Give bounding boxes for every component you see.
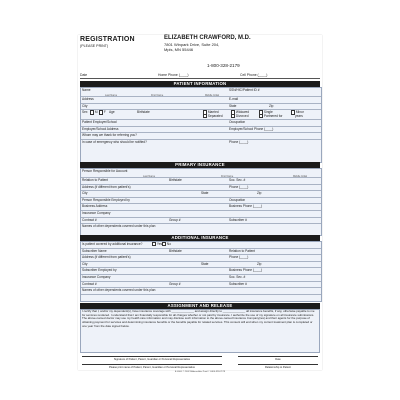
subscriber-label: Subscriber # — [229, 217, 247, 222]
relation-row[interactable] — [81, 178, 321, 185]
primary-city-label: City — [82, 191, 88, 196]
address-line-1: 7801 Winpark Drive, Suite 204, — [164, 42, 220, 47]
widowed-label: Widowed — [235, 110, 250, 115]
employer-address-row[interactable] — [81, 127, 321, 134]
add-employer-label: Subscriber Employed by — [82, 268, 117, 273]
birthdate-label: Birthdate — [137, 110, 150, 115]
add-contract-label: Contract # — [82, 281, 97, 286]
add-city-label: City — [82, 261, 88, 266]
primary-phone-label: Phone (____) — [229, 184, 249, 189]
add-relation-label: Relation to Patient — [229, 248, 256, 253]
add-subscriber-label: Subscriber Name — [82, 248, 107, 253]
city-row[interactable] — [81, 104, 321, 111]
add-zip-label: Zip — [257, 261, 262, 266]
home-phone-field[interactable]: Home Phone (____) — [158, 73, 189, 77]
add-city-row[interactable] — [81, 262, 321, 269]
employer-row[interactable] — [81, 120, 321, 127]
email-label: E-mail — [229, 97, 239, 101]
primary-employer-label: Person Responsible Employed by — [82, 197, 130, 202]
sex-m-checkbox[interactable] — [90, 110, 94, 114]
primary-ssn-label: Soc. Sec. # — [229, 178, 246, 182]
assignment-header: ASSIGNMENT AND RELEASE — [80, 303, 320, 309]
occupation-label: Occupation — [229, 120, 246, 125]
add-state-label: State — [201, 261, 209, 266]
years-label: years — [295, 113, 303, 118]
cell-phone-field[interactable]: Cell Phone (____) — [240, 73, 268, 77]
covered-no-label: No — [166, 242, 171, 247]
printed-name-line[interactable]: Please print name of Patient, Parent, Guardian or Personal Representative — [82, 364, 222, 369]
additional-insurance-section — [80, 241, 322, 302]
form-subtitle: (PLEASE PRINT) — [80, 44, 109, 48]
relation-label: Relation to Patient — [82, 178, 109, 182]
add-others-row[interactable] — [81, 288, 321, 295]
add-company-row[interactable] — [81, 275, 321, 282]
sex-label: Sex — [82, 110, 88, 115]
assignment-paragraph-1: I certify that I, and/or my dependent(s), have insurance coverage with ______________ and assign directly to ______________ all insurance benefits, if any, otherwise payable to me for services rendered. I understand that I am financially responsible for all charges whether or not paid by insurance. I authorize the use of my signature on all insurance submissions. — [82, 309, 315, 317]
insurance-company-label: Insurance Company — [82, 210, 111, 215]
covered-row[interactable] — [81, 242, 321, 249]
covered-yes-checkbox[interactable] — [152, 242, 156, 246]
add-phone-label: Phone (____) — [229, 255, 249, 260]
business-phone-label: Business Phone (____) — [229, 204, 263, 209]
add-contract-row[interactable] — [81, 282, 321, 289]
add-birthdate-label: Birthdate — [169, 248, 182, 253]
city-label: City — [82, 103, 88, 108]
separated-checkbox[interactable] — [203, 114, 207, 118]
name-label: Name — [82, 88, 91, 92]
referral-label: Whom may we thank for referring you? — [82, 133, 137, 138]
business-address-label: Business Address — [82, 204, 108, 209]
patient-info-header: PATIENT INFORMATION — [80, 81, 320, 87]
date-phone-line — [80, 73, 320, 79]
add-employer-row[interactable] — [81, 268, 321, 275]
add-others-label: Names of other dependents covered under this plan — [82, 288, 156, 293]
zip-label: Zip — [269, 103, 274, 108]
separated-label: Separated — [207, 113, 223, 118]
divorced-label: Divorced — [235, 113, 249, 118]
business-address-row[interactable] — [81, 204, 321, 211]
partnered-label: Partnered for — [263, 113, 283, 118]
contract-row[interactable] — [81, 218, 321, 225]
divorced-checkbox[interactable] — [231, 114, 235, 118]
primary-last-hint: Last Name — [143, 174, 156, 178]
primary-middle-hint: Middle Initial — [293, 174, 307, 178]
ssn-label: SSN/HIC/Patient ID # — [229, 88, 260, 92]
state-label: State — [229, 103, 237, 108]
emergency-row[interactable] — [81, 140, 321, 146]
primary-city-row[interactable] — [81, 191, 321, 198]
date-field[interactable]: Date — [80, 73, 88, 77]
registration-form — [78, 35, 322, 373]
demographics-row[interactable] — [81, 110, 321, 120]
practice-phone: 1-800-328-2179 — [207, 63, 240, 68]
married-label: Married — [207, 110, 219, 115]
add-ssn-label: Soc. Sec. # — [229, 274, 246, 279]
primary-occupation-label: Occupation — [229, 197, 246, 202]
responsible-person-label: Person Responsible for Account — [82, 169, 128, 173]
covered-label: Is patient covered by additional insurance? — [82, 242, 143, 246]
primary-insurance-section — [80, 168, 322, 236]
dependents-row[interactable] — [81, 224, 321, 230]
doctor-name: ELIZABETH CRAWFORD, M.D. — [164, 35, 251, 41]
first-name-hint: First Name — [151, 93, 164, 97]
covered-yes-label: Yes — [156, 242, 163, 247]
additional-insurance-header: ADDITIONAL INSURANCE — [80, 235, 320, 241]
dependents-label: Names of other dependents covered under this plan — [82, 224, 156, 229]
add-subscriber-num-label: Subscriber # — [229, 281, 247, 286]
emergency-phone-label: Phone (____) — [229, 139, 249, 144]
assignment-paragraph-2: The above-named doctor may use my health care information and may disclose such information to the above-named Insurance Company(ies) and their agents for the purpose of obtaining payment for services and determining insurance benefits or the benefits payable for related services. This consent will end when my current treatment plan is completed or one year from the date signed below. — [82, 316, 313, 328]
signature-date-line[interactable]: Date — [238, 356, 318, 361]
primary-zip-label: Zip — [257, 191, 262, 196]
primary-address-row[interactable] — [81, 185, 321, 192]
practice-info — [164, 35, 284, 52]
patient-info-section — [80, 87, 322, 163]
assignment-section — [80, 309, 320, 353]
minor-label: Minor — [295, 110, 304, 115]
form-title: REGISTRATION — [80, 36, 135, 43]
primary-birthdate-label: Birthdate — [169, 178, 182, 182]
group-label: Group # — [169, 217, 181, 222]
address-label: Address — [82, 97, 94, 101]
primary-insurance-header: PRIMARY INSURANCE — [80, 162, 320, 168]
responsible-person-row[interactable] — [81, 169, 321, 178]
primary-state-label: State — [201, 191, 209, 196]
add-address-row[interactable] — [81, 255, 321, 262]
employer-label: Patient Employer/School — [82, 120, 117, 125]
form-footer: E-4000 © 2002 Bibbero Arts Print® 1-800-328-2179 — [174, 371, 226, 373]
sex-m-label: M — [94, 110, 98, 115]
relationship-line[interactable]: Relationship to Patient — [238, 364, 318, 369]
covered-no-checkbox[interactable] — [162, 242, 166, 246]
address-row[interactable] — [81, 97, 321, 104]
primary-first-hint: First Name — [221, 174, 234, 178]
single-label: Single — [263, 110, 273, 115]
insurance-company-row[interactable] — [81, 211, 321, 218]
add-subscriber-row[interactable] — [81, 249, 321, 256]
sex-f-label: F — [103, 110, 106, 115]
sex-f-checkbox[interactable] — [99, 110, 103, 114]
add-address-label: Address (if different from patient's) — [82, 255, 131, 260]
primary-address-label: Address (if different from patient's) — [82, 184, 131, 189]
address-line-2: Mpls, MN 55446 — [164, 47, 194, 52]
emergency-label: In case of emergency who should be notified? — [82, 139, 147, 144]
patient-name-row[interactable] — [81, 88, 321, 97]
signature-line[interactable]: Signature of Patient, Parent, Guardian or Personal Representative — [82, 356, 222, 361]
partnered-checkbox[interactable] — [259, 114, 263, 118]
employer-address-label: Employer/School Address — [82, 126, 119, 131]
last-name-hint: Last Name — [105, 93, 118, 97]
age-label: Age — [109, 110, 115, 115]
add-group-label: Group # — [169, 281, 181, 286]
middle-initial-hint: Middle Initial — [205, 93, 219, 97]
add-business-phone-label: Business Phone (____) — [229, 268, 263, 273]
contract-label: Contract # — [82, 217, 97, 222]
add-company-label: Insurance Company — [82, 274, 111, 279]
employer-phone-label: Employer/School Phone (____) — [229, 126, 274, 131]
primary-employer-row[interactable] — [81, 198, 321, 205]
referral-row[interactable] — [81, 133, 321, 140]
